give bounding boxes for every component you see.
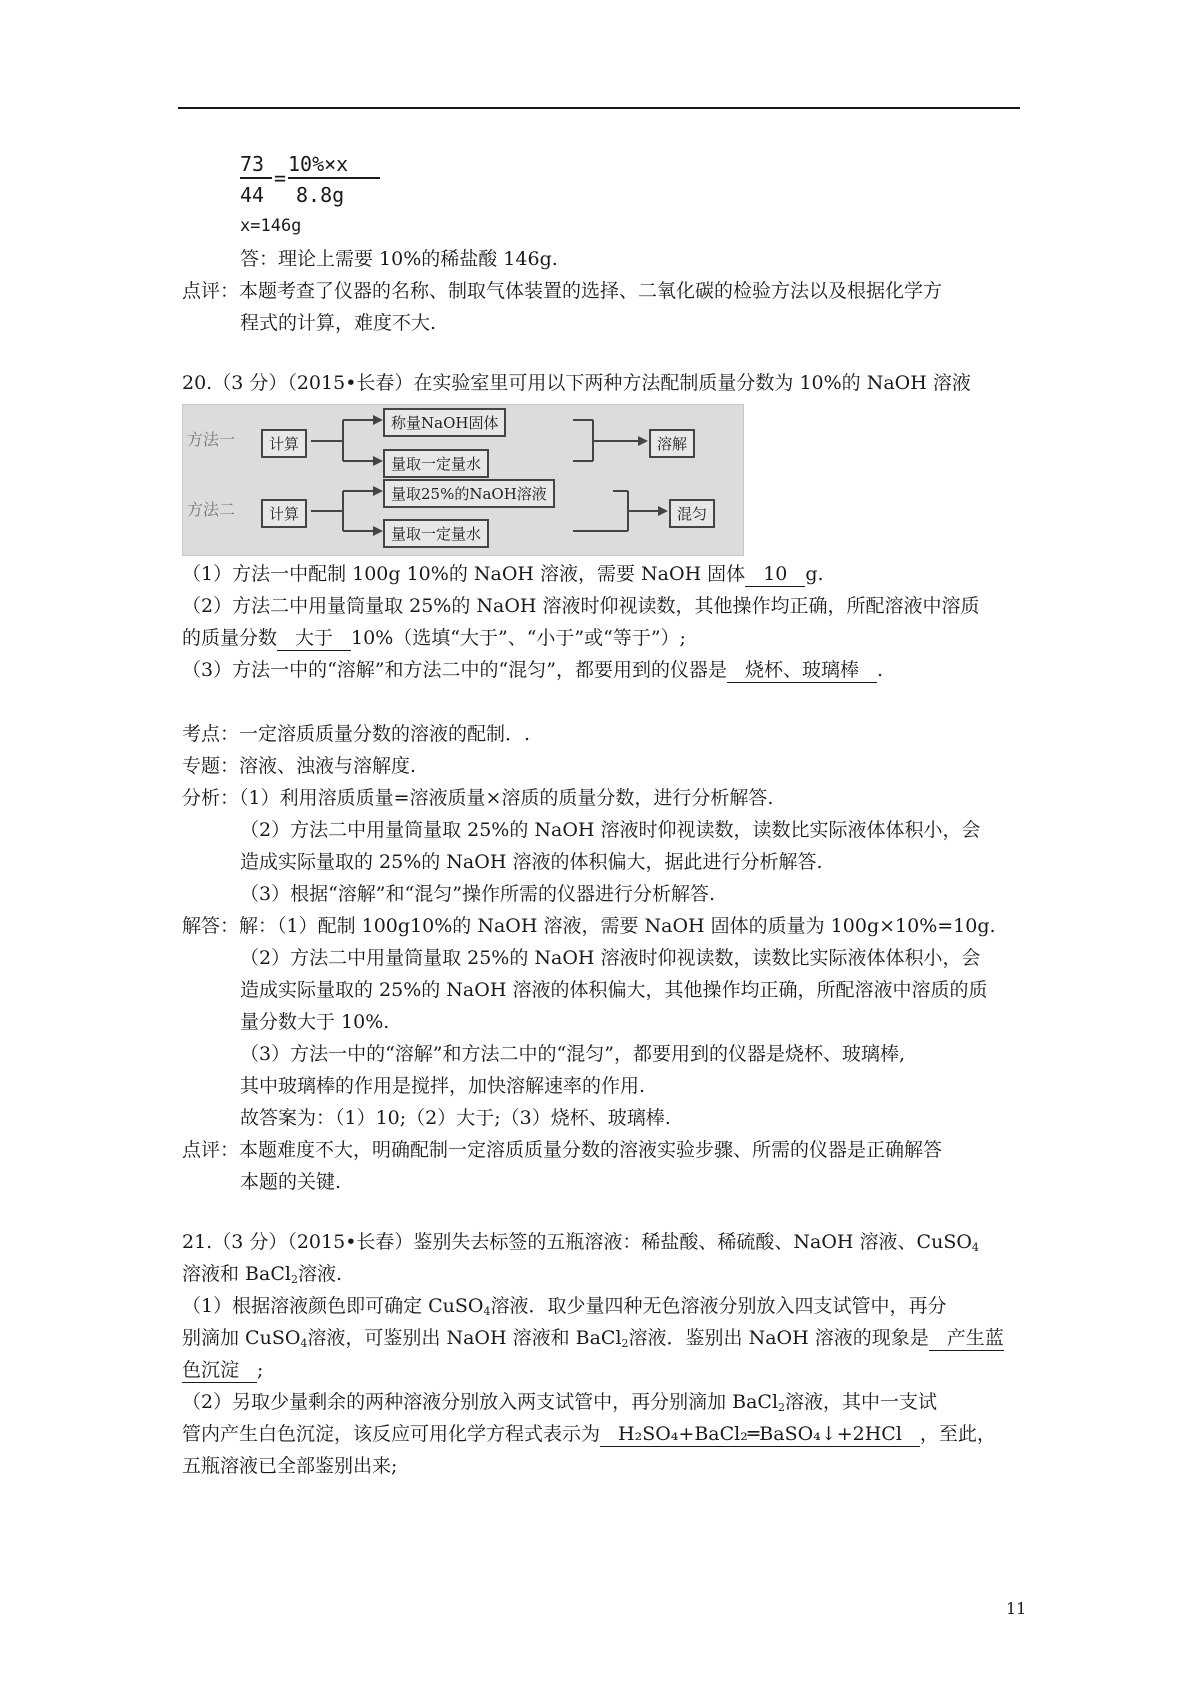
method2-mix-box: 混匀 [669,499,715,528]
method-flow-diagram [182,404,744,556]
q20-jieda-4: 量分数大于 10%. [240,1011,390,1033]
q21-part2-line2: 管内产生白色沉淀，该反应可用化学方程式表示为 H₂SO₄+BaCl₂═BaSO₄↓+2HCl ，至此， [182,1423,996,1445]
q21-part1-line2: 别滴加 CuSO$_4$溶液，可鉴别出 NaOH 溶液和 BaCl$_2$溶液．鉴别出 NaOH 溶液的现象是 产生蓝 [182,1327,1004,1350]
q21-part1-answer-b: 色沉淀 [182,1361,257,1383]
q20-fenxi-3: 造成实际量取的 25%的 NaOH 溶液的体积偏大，据此进行分析解答. [240,851,823,873]
q20-jieda-5: （3）方法一中的“溶解”和方法二中的“混匀”，都要用到的仪器是烧杯、玻璃棒, [240,1043,905,1065]
frac2-numerator: 10%×x [288,152,349,176]
method2-solution-box: 量取25%的NaOH溶液 [383,479,555,508]
q20-zhuanti: 专题：溶液、浊液与溶解度. [182,755,417,777]
page-number: 11 [1006,1599,1027,1618]
q21-stem-line2: 溶液和 BaCl$_2$溶液. [182,1263,342,1286]
method1-water-box: 量取一定量水 [383,449,489,478]
q20-part2-line2: 的质量分数 大于 10%（选填“大于”、“小于”或“等于”）; [182,627,686,649]
q20-dianping-1: 点评：本题难度不大，明确配制一定溶质质量分数的溶液实验步骤、所需的仪器是正确解答 [182,1139,943,1161]
method1-label: 方法一 [187,430,236,449]
method2-calc-box: 计算 [261,499,307,528]
q20-fenxi-2: （2）方法二中用量筒量取 25%的 NaOH 溶液时仰视读数，读数比实际液体体积小，会 [240,819,981,841]
review-19-line1: 点评：本题考查了仪器的名称、制取气体装置的选择、二氧化碳的检验方法以及根据化学方 [182,280,943,302]
q20-part1-answer: 10 [745,565,805,587]
method2-water-box: 量取一定量水 [383,519,489,548]
q20-part2-answer: 大于 [277,629,351,651]
frac2-denominator: 8.8g [296,183,345,207]
q21-part1-answer-a: 产生蓝 [929,1329,1004,1351]
q20-part3: （3）方法一中的“溶解”和方法二中的“混匀”，都要用到的仪器是 烧杯、玻璃棒 . [182,659,884,681]
q21-part2-answer: H₂SO₄+BaCl₂═BaSO₄↓+2HCl [600,1425,920,1447]
q20-jieda-1: 解答：解：（1）配制 100g10%的 NaOH 溶液，需要 NaOH 固体的质量为 100g×10%=10g. [182,915,996,937]
equals-sign: = [274,166,287,190]
header-rule [178,107,1020,109]
q20-jieda-6: 其中玻璃棒的作用是搅拌，加快溶解速率的作用. [240,1075,646,1097]
q21-part2-line3: 五瓶溶液已全部鉴别出来; [182,1455,398,1477]
q20-part3-answer: 烧杯、玻璃棒 [727,661,877,683]
q20-jieda-3: 造成实际量取的 25%的 NaOH 溶液的体积偏大，其他操作均正确，所配溶液中溶质的质 [240,979,988,1001]
q20-jieda-2: （2）方法二中用量筒量取 25%的 NaOH 溶液时仰视读数，读数比实际液体体积小，会 [240,947,981,969]
method2-label: 方法二 [187,500,236,519]
q20-fenxi-1: 分析：（1）利用溶质质量=溶液质量×溶质的质量分数，进行分析解答. [182,787,774,809]
q21-part2-line1: （2）另取少量剩余的两种溶液分别放入两支试管中，再分别滴加 BaCl$_2$溶液，其中一支试 [182,1391,938,1414]
q21-part1-line3: 色沉淀 ; [182,1359,264,1381]
q20-kaodian: 考点：一定溶质质量分数的溶液的配制．. [182,723,531,745]
q20-part1: （1）方法一中配制 100g 10%的 NaOH 溶液，需要 NaOH 固体 10 g. [182,563,824,585]
calc-result: x=146g [240,216,302,236]
calc-answer: 答：理论上需要 10%的稀盐酸 146g. [240,248,558,270]
frac1-numerator: 73 [240,152,265,176]
q20-jieda-7: 故答案为：（1）10;（2）大于;（3）烧杯、玻璃棒. [240,1107,671,1129]
method1-calc-box: 计算 [261,429,307,458]
frac1-denominator: 44 [240,183,265,207]
review-19-line2: 程式的计算，难度不大. [240,312,437,334]
q20-fenxi-4: （3）根据“溶解”和“混匀”操作所需的仪器进行分析解答. [240,883,715,905]
method1-dissolve-box: 溶解 [649,429,695,458]
q20-part2-line1: （2）方法二中用量筒量取 25%的 NaOH 溶液时仰视读数，其他操作均正确，所配溶液中溶质 [182,595,980,617]
method1-weigh-box: 称量NaOH固体 [383,408,506,437]
q21-stem-line1: 21.（3 分）（2015•长春）鉴别失去标签的五瓶溶液：稀盐酸、稀硫酸、NaOH 溶液、CuSO$_4$ [182,1231,979,1254]
q20-stem: 20.（3 分）（2015•长春）在实验室里可用以下两种方法配制质量分数为 10%的 NaOH 溶液 [182,372,971,394]
q21-part1-line1: （1）根据溶液颜色即可确定 CuSO$_4$溶液．取少量四种无色溶液分别放入四支试管中，再分 [182,1295,947,1318]
q20-dianping-2: 本题的关键. [240,1171,342,1193]
